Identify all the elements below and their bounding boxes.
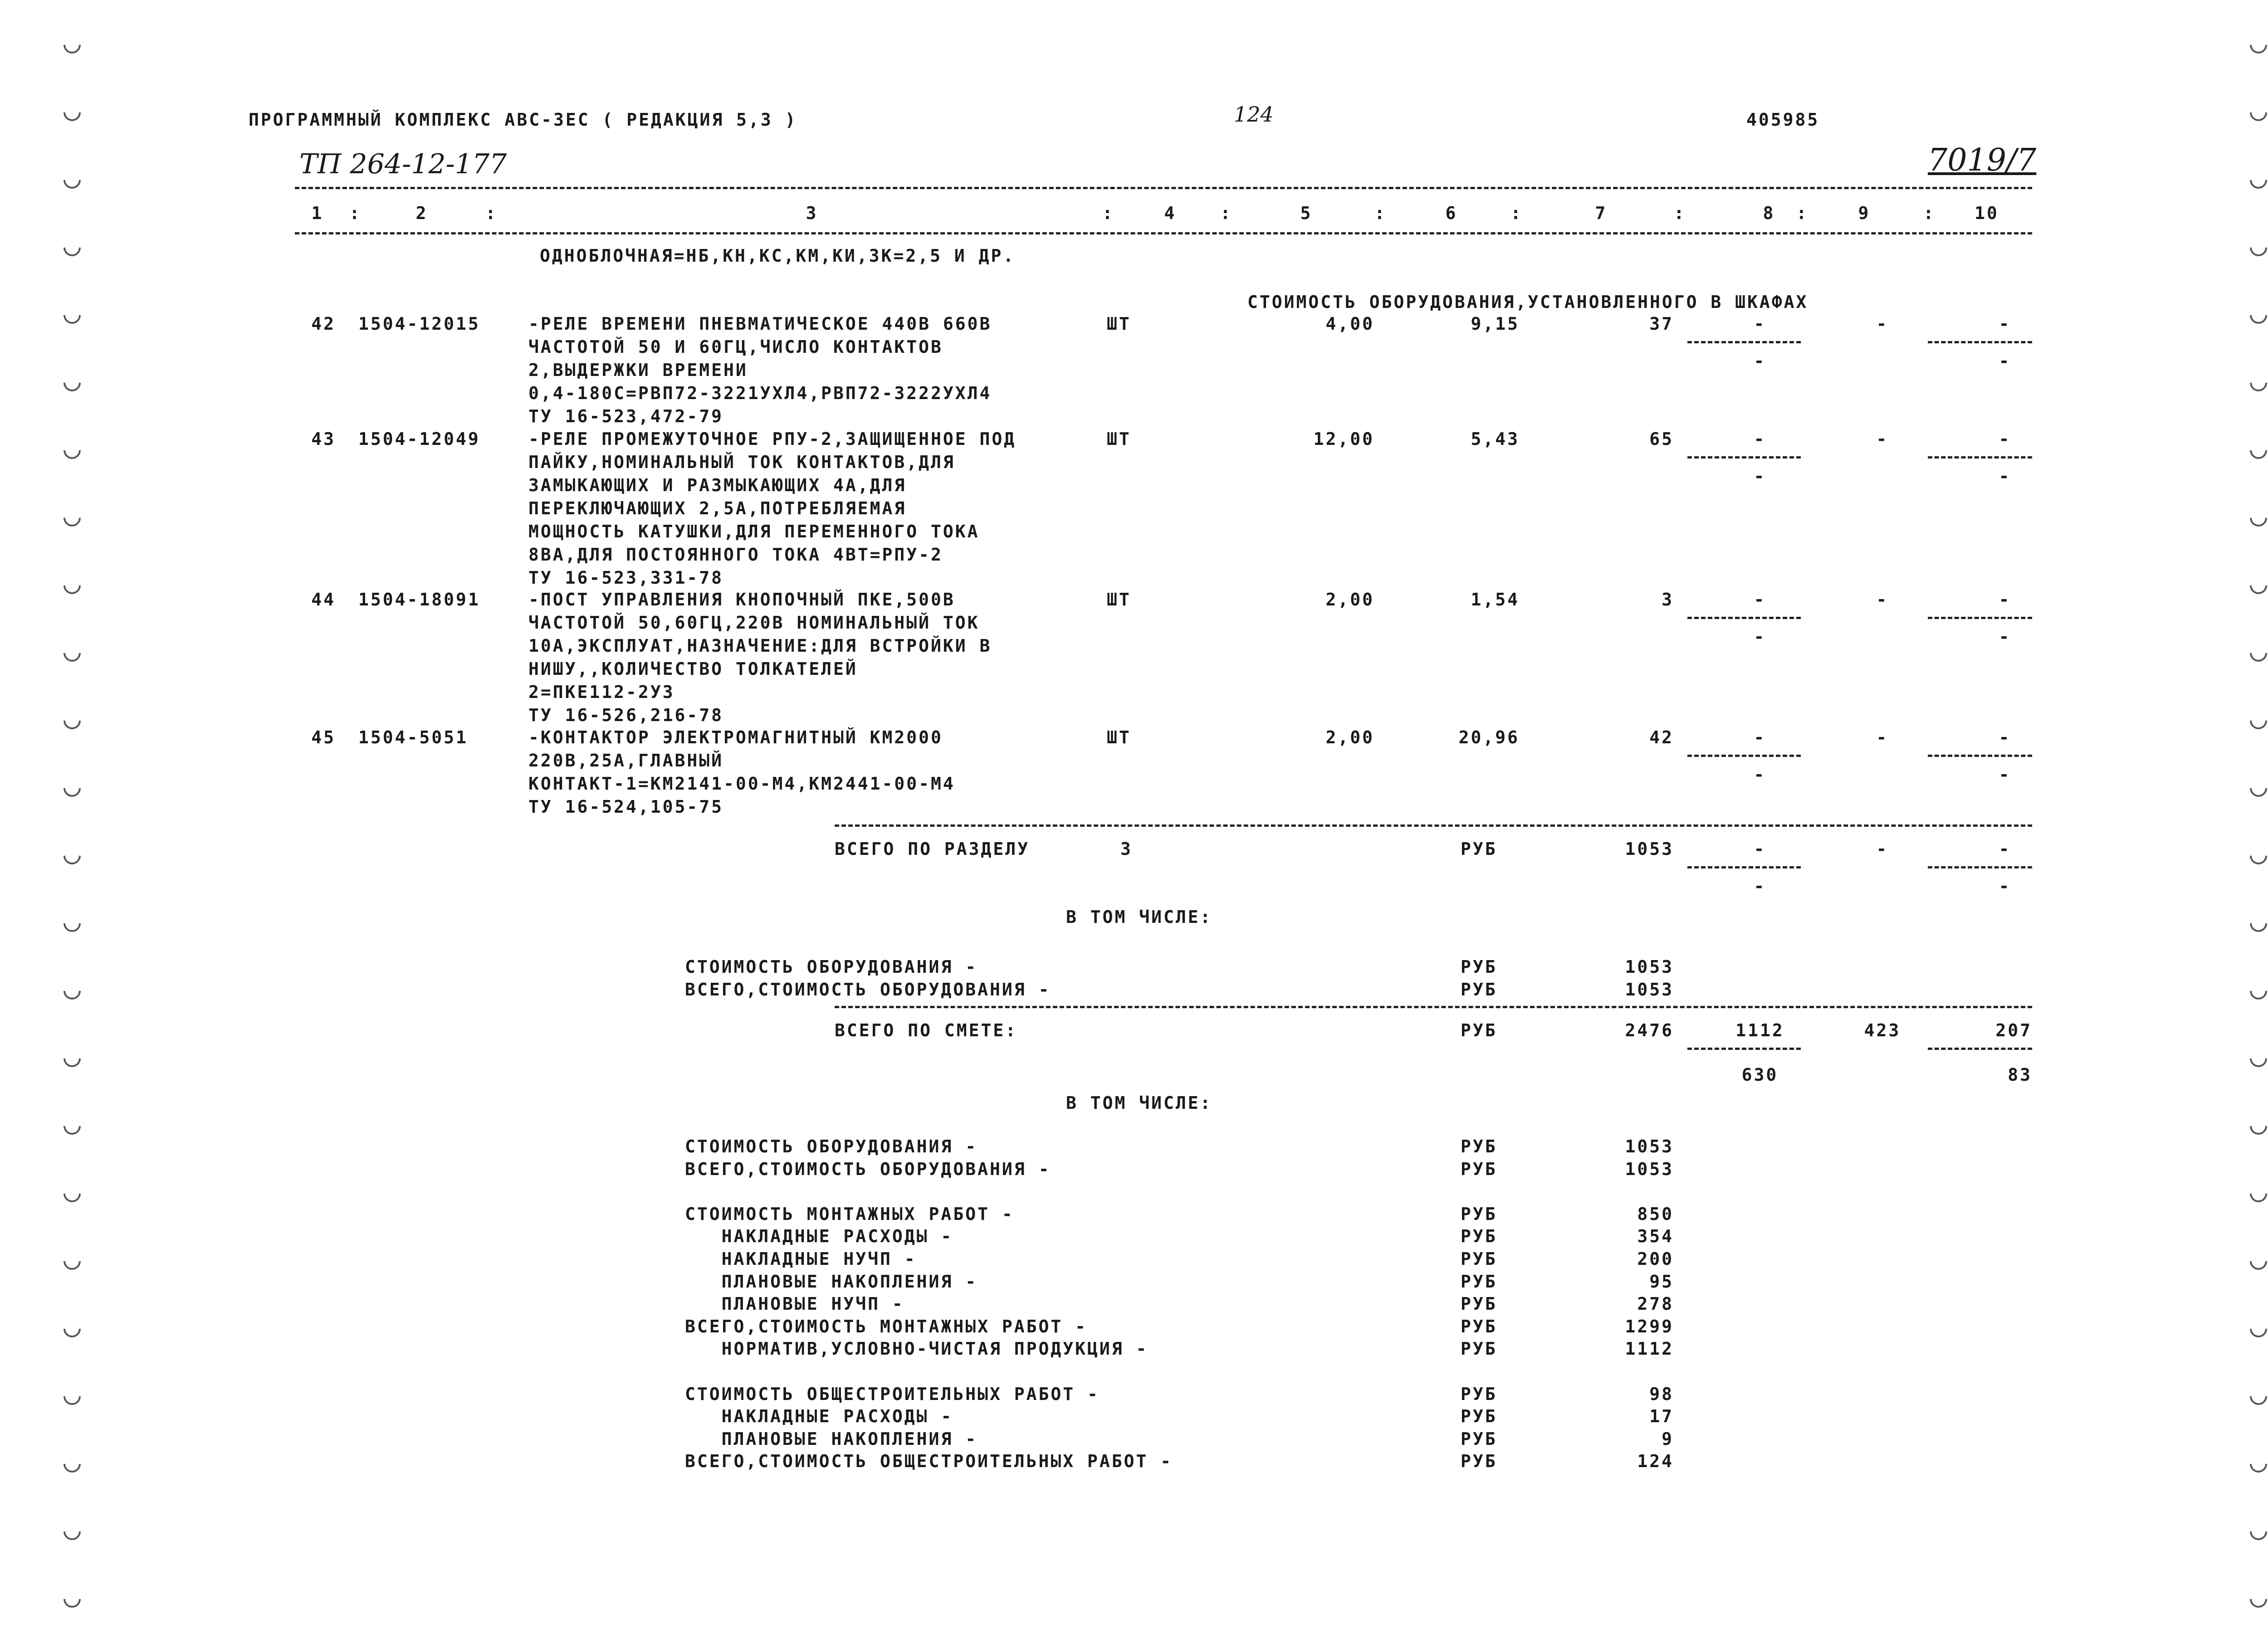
breakdown-value: 1053: [1625, 980, 1674, 1000]
row-quantity: 12,00: [1313, 429, 1374, 449]
breakdown-value: 1112: [1625, 1339, 1674, 1359]
row-col8-rule: [1687, 755, 1801, 757]
perforation-hole: [2246, 371, 2268, 395]
estimate-total-unit: РУБ: [1461, 1020, 1497, 1040]
row-col10-lower: -: [1999, 627, 2011, 647]
row-quantity: 4,00: [1325, 314, 1374, 334]
row-description-line: -РЕЛЕ ПРОМЕЖУТОЧНОЕ РПУ-2,ЗАЩИЩЕННОЕ ПОД: [528, 429, 1017, 449]
row-number: 44: [311, 590, 336, 610]
column-number: 8: [1763, 203, 1775, 223]
estimate-total-label: ВСЕГО ПО СМЕТЕ:: [835, 1020, 1018, 1040]
row-col10: -: [1999, 429, 2011, 449]
row-number: 45: [311, 727, 336, 747]
row-code: 1504-18091: [358, 590, 480, 610]
row-description-line: 2=ПКЕ112-2УЗ: [528, 682, 675, 702]
perforation-hole: [60, 641, 84, 665]
breakdown-value: 1053: [1625, 1159, 1674, 1179]
perforation-hole: [60, 911, 84, 936]
row-unit-price: 1,54: [1471, 590, 1520, 610]
perforation-hole: [2246, 911, 2268, 936]
perforation-hole: [2246, 641, 2268, 665]
column-number: 10: [1975, 203, 1999, 223]
row-unit: ШТ: [1107, 727, 1131, 747]
breakdown-value: 124: [1637, 1451, 1674, 1472]
row-number: 43: [311, 429, 336, 449]
column-number: 7: [1595, 203, 1608, 223]
perforation-hole: [60, 100, 84, 125]
row-description-line: НИШУ,,КОЛИЧЕСТВО ТОЛКАТЕЛЕЙ: [528, 659, 858, 679]
perforation-hole: [2246, 1249, 2268, 1273]
breakdown-unit: РУБ: [1461, 980, 1497, 1000]
perforation-hole: [60, 33, 84, 57]
breakdown-unit: РУБ: [1461, 1226, 1497, 1247]
breakdown-value: 17: [1649, 1406, 1674, 1427]
breakdown-label: ВСЕГО,СТОИМОСТЬ ОБЩЕСТРОИТЕЛЬНЫХ РАБОТ -: [685, 1451, 1173, 1472]
breakdown-unit: РУБ: [1461, 1316, 1497, 1336]
perforation-hole: [60, 844, 84, 868]
row-col8-lower: -: [1754, 351, 1766, 371]
perforation-hole: [60, 573, 84, 598]
column-number: 4: [1164, 203, 1177, 223]
doc-reference: ТП 264-12-177: [299, 148, 507, 180]
row-description-line: 220В,25А,ГЛАВНЫЙ: [528, 751, 724, 771]
column-separator: :: [1674, 203, 1686, 223]
breakdown-unit: РУБ: [1461, 1249, 1497, 1269]
row-description-line: 2,ВЫДЕРЖКИ ВРЕМЕНИ: [528, 360, 748, 380]
column-number: 3: [806, 203, 818, 223]
breakdown-value: 1053: [1625, 1136, 1674, 1156]
row-description-line: ТУ 16-523,472-79: [528, 406, 724, 426]
breakdown-unit: РУБ: [1461, 1384, 1497, 1404]
breakdown-label: ПЛАНОВЫЕ НУЧП -: [685, 1294, 904, 1314]
row-description-line: ЗАМЫКАЮЩИХ И РАЗМЫКАЮЩИХ 4А,ДЛЯ: [528, 475, 907, 495]
perforation-hole: [2246, 844, 2268, 868]
section-total-col10: -: [1999, 839, 2011, 859]
perforation-hole: [60, 776, 84, 800]
row-col8-lower: -: [1754, 466, 1766, 486]
breakdown-value: 200: [1637, 1249, 1674, 1269]
breakdown-label: ПЛАНОВЫЕ НАКОПЛЕНИЯ -: [685, 1429, 978, 1449]
perforation-hole: [60, 1114, 84, 1138]
row-col8: -: [1754, 429, 1766, 449]
column-separator: :: [1220, 203, 1232, 223]
row-description-line: ПАЙКУ,НОМИНАЛЬНЫЙ ТОК КОНТАКТОВ,ДЛЯ: [528, 452, 955, 472]
estimate-total-col10-rule: [1928, 1048, 2032, 1050]
breakdown-label: НОРМАТИВ,УСЛОВНО-ЧИСТАЯ ПРОДУКЦИЯ -: [685, 1339, 1149, 1359]
perforation-hole: [2246, 100, 2268, 125]
breakdown-value: 95: [1649, 1271, 1674, 1292]
row-description-line: -КОНТАКТОР ЭЛЕКТРОМАГНИТНЫЙ КМ2000: [528, 727, 943, 747]
row-description-line: КОНТАКТ-1=КМ2141-00-М4,КМ2441-00-М4: [528, 774, 955, 794]
row-description-line: ТУ 16-524,105-75: [528, 797, 724, 817]
perforation-hole: [2246, 1114, 2268, 1138]
section-note: СТОИМОСТЬ ОБОРУДОВАНИЯ,УСТАНОВЛЕННОГО В ШКАФАХ: [1247, 292, 1809, 312]
program-title: ПРОГРАММНЫЙ КОМПЛЕКС АВС-3ЕС ( РЕДАКЦИЯ 5,3 ): [249, 110, 797, 130]
perforation-hole: [2246, 708, 2268, 733]
breakdown-unit: РУБ: [1461, 957, 1497, 977]
perforation-hole: [2246, 573, 2268, 598]
column-separator: :: [1923, 203, 1936, 223]
including-label-2: В ТОМ ЧИСЛЕ:: [1066, 1093, 1212, 1113]
row-total: 37: [1649, 314, 1674, 334]
column-number: 5: [1300, 203, 1313, 223]
perforation-hole: [60, 438, 84, 463]
column-separator: :: [485, 203, 498, 223]
estimate-total-col10: 207: [1995, 1020, 2032, 1040]
breakdown-unit: РУБ: [1461, 1339, 1497, 1359]
row-code: 1504-5051: [358, 727, 468, 747]
breakdown-label: ВСЕГО,СТОИМОСТЬ ОБОРУДОВАНИЯ -: [685, 1159, 1051, 1179]
breakdown-unit: РУБ: [1461, 1136, 1497, 1156]
including-label-1: В ТОМ ЧИСЛЕ:: [1066, 907, 1212, 927]
breakdown-unit: РУБ: [1461, 1204, 1497, 1224]
perforation-hole: [2246, 1181, 2268, 1206]
perforation-hole: [2246, 1046, 2268, 1071]
breakdown-label: СТОИМОСТЬ ОБЩЕСТРОИТЕЛЬНЫХ РАБОТ -: [685, 1384, 1100, 1404]
section-total-col4: 3: [1120, 839, 1133, 859]
row-unit: ШТ: [1107, 314, 1131, 334]
breakdown-value: 278: [1637, 1294, 1674, 1314]
page-number: 124: [1234, 102, 1274, 127]
perforation-hole: [2246, 776, 2268, 800]
perforation-hole: [60, 708, 84, 733]
estimate-total-col9: 423: [1864, 1020, 1901, 1040]
row-description-line: 0,4-180С=РВП72-3221УХЛ4,РВП72-3222УХЛ4: [528, 383, 992, 403]
row-description-line: ЧАСТОТОЙ 50 И 60ГЦ,ЧИСЛО КОНТАКТОВ: [528, 337, 943, 357]
breakdown-unit: РУБ: [1461, 1159, 1497, 1179]
perforation-hole: [2246, 1384, 2268, 1409]
document-code: 405985: [1746, 110, 1820, 130]
row-col9: -: [1876, 314, 1889, 334]
row-col10-rule: [1928, 755, 2032, 757]
perforation-hole: [60, 1249, 84, 1273]
breakdown-unit: РУБ: [1461, 1271, 1497, 1292]
perforation-hole: [60, 1317, 84, 1341]
row-quantity: 2,00: [1325, 590, 1374, 610]
row-description-line: -РЕЛЕ ВРЕМЕНИ ПНЕВМАТИЧЕСКОЕ 440В 660В: [528, 314, 992, 334]
section-total-col8-lower: -: [1754, 876, 1766, 896]
section-total-col10-rule: [1928, 866, 2032, 868]
row-col10: -: [1999, 314, 2011, 334]
perforation-hole: [2246, 1452, 2268, 1476]
breakdown-label: НАКЛАДНЫЕ РАСХОДЫ -: [685, 1226, 953, 1247]
breakdown-value: 1053: [1625, 957, 1674, 977]
column-number: 6: [1445, 203, 1458, 223]
row-description-line: 8ВА,ДЛЯ ПОСТОЯННОГО ТОКА 4ВТ=РПУ-2: [528, 545, 943, 565]
row-description-line: -ПОСТ УПРАВЛЕНИЯ КНОПОЧНЫЙ ПКЕ,500В: [528, 590, 955, 610]
row-code: 1504-12049: [358, 429, 480, 449]
perforation-hole: [2246, 235, 2268, 260]
breakdown-value: 850: [1637, 1204, 1674, 1224]
breakdown-value: 1299: [1625, 1316, 1674, 1336]
breakdown-value: 354: [1637, 1226, 1674, 1247]
perforation-hole: [60, 168, 84, 192]
section-total-col8-rule: [1687, 866, 1801, 868]
perforation-hole: [2246, 438, 2268, 463]
row-description-line: 10А,ЭКСПЛУАТ,НАЗНАЧЕНИЕ:ДЛЯ ВСТРОЙКИ В: [528, 636, 992, 656]
perforation-hole: [2246, 506, 2268, 530]
estimate-total-col10-lower: 83: [2008, 1065, 2032, 1085]
row-col9: -: [1876, 590, 1889, 610]
row-unit: ШТ: [1107, 590, 1131, 610]
perforation-hole: [60, 303, 84, 327]
breakdown-label: ПЛАНОВЫЕ НАКОПЛЕНИЯ -: [685, 1271, 978, 1292]
row-col8-rule: [1687, 617, 1801, 619]
section-total-value: 1053: [1625, 839, 1674, 859]
estimate-total-value: 2476: [1625, 1020, 1674, 1040]
breakdown-unit: РУБ: [1461, 1294, 1497, 1314]
perforation-hole: [60, 371, 84, 395]
perforation-hole: [2246, 1519, 2268, 1544]
column-separator: :: [1510, 203, 1523, 223]
row-col9: -: [1876, 429, 1889, 449]
estimate-total-col8-lower: 630: [1741, 1065, 1779, 1085]
row-col10-rule: [1928, 617, 2032, 619]
row-unit-price: 20,96: [1458, 727, 1520, 747]
row-col8: -: [1754, 314, 1766, 334]
estimate-total-col8-rule: [1687, 1048, 1801, 1050]
row-code: 1504-12015: [358, 314, 480, 334]
column-separator: :: [1102, 203, 1114, 223]
section-total-unit: РУБ: [1461, 839, 1497, 859]
row-col10: -: [1999, 590, 2011, 610]
perforation-hole: [2246, 168, 2268, 192]
row-number: 42: [311, 314, 336, 334]
perforation-hole: [60, 1452, 84, 1476]
breakdown-unit: РУБ: [1461, 1429, 1497, 1449]
row-description-line: ТУ 16-523,331-78: [528, 568, 724, 588]
row-col10: -: [1999, 727, 2011, 747]
perforation-hole: [60, 1384, 84, 1409]
perforation-hole: [60, 1519, 84, 1544]
column-number: 2: [415, 203, 428, 223]
breakdown-label: ВСЕГО,СТОИМОСТЬ МОНТАЖНЫХ РАБОТ -: [685, 1316, 1087, 1336]
column-number: 9: [1858, 203, 1871, 223]
row-col9: -: [1876, 727, 1889, 747]
row-quantity: 2,00: [1325, 727, 1374, 747]
header-bottom-rule: [295, 232, 2032, 234]
perforation-hole: [2246, 303, 2268, 327]
row-total: 3: [1662, 590, 1674, 610]
column-separator: :: [1796, 203, 1809, 223]
estimate-total-rule: [835, 1006, 2032, 1008]
row-col8: -: [1754, 590, 1766, 610]
perforation-hole: [2246, 33, 2268, 57]
perforation-hole: [2246, 1317, 2268, 1341]
row-col8-rule: [1687, 456, 1801, 458]
section-total-col10-lower: -: [1999, 876, 2011, 896]
perforation-hole: [60, 1046, 84, 1071]
column-separator: :: [349, 203, 362, 223]
section-total-label: ВСЕГО ПО РАЗДЕЛУ: [835, 839, 1030, 859]
row-unit-price: 9,15: [1471, 314, 1520, 334]
header-top-rule: [295, 187, 2032, 189]
row-col10-lower: -: [1999, 765, 2011, 785]
column-separator: :: [1374, 203, 1387, 223]
breakdown-label: СТОИМОСТЬ ОБОРУДОВАНИЯ -: [685, 957, 978, 977]
section-total-col9: -: [1876, 839, 1889, 859]
perforation-hole: [60, 1181, 84, 1206]
section-total-rule: [835, 824, 2032, 827]
continuation-text: ОДНОБЛОЧНАЯ=НБ,КН,КС,КМ,КИ,ЗК=2,5 И ДР.: [540, 246, 1016, 266]
perforation-hole: [60, 235, 84, 260]
breakdown-label: НАКЛАДНЫЕ РАСХОДЫ -: [685, 1406, 953, 1427]
breakdown-value: 98: [1649, 1384, 1674, 1404]
perforation-hole: [60, 979, 84, 1003]
row-col8: -: [1754, 727, 1766, 747]
perforation-hole: [60, 506, 84, 530]
row-description-line: ТУ 16-526,216-78: [528, 705, 724, 725]
row-total: 65: [1649, 429, 1674, 449]
row-col10-lower: -: [1999, 466, 2011, 486]
perforation-hole: [2246, 979, 2268, 1003]
breakdown-unit: РУБ: [1461, 1451, 1497, 1472]
section-total-col8: -: [1754, 839, 1766, 859]
row-unit-price: 5,43: [1471, 429, 1520, 449]
breakdown-unit: РУБ: [1461, 1406, 1497, 1427]
sheet-number: 7019/7: [1928, 142, 2037, 178]
breakdown-label: СТОИМОСТЬ МОНТАЖНЫХ РАБОТ -: [685, 1204, 1014, 1224]
row-unit: ШТ: [1107, 429, 1131, 449]
breakdown-label: ВСЕГО,СТОИМОСТЬ ОБОРУДОВАНИЯ -: [685, 980, 1051, 1000]
row-col8-lower: -: [1754, 765, 1766, 785]
row-col8-lower: -: [1754, 627, 1766, 647]
perforation-hole: [2246, 1587, 2268, 1611]
breakdown-label: СТОИМОСТЬ ОБОРУДОВАНИЯ -: [685, 1136, 978, 1156]
row-description-line: МОЩНОСТЬ КАТУШКИ,ДЛЯ ПЕРЕМЕННОГО ТОКА: [528, 522, 980, 541]
row-col8-rule: [1687, 341, 1801, 343]
row-description-line: ЧАСТОТОЙ 50,60ГЦ,220В НОМИНАЛЬНЫЙ ТОК: [528, 613, 980, 633]
row-total: 42: [1649, 727, 1674, 747]
row-col10-lower: -: [1999, 351, 2011, 371]
breakdown-label: НАКЛАДНЫЕ НУЧП -: [685, 1249, 917, 1269]
perforation-hole: [60, 1587, 84, 1611]
column-number: 1: [311, 203, 324, 223]
breakdown-value: 9: [1662, 1429, 1674, 1449]
row-col10-rule: [1928, 341, 2032, 343]
row-col10-rule: [1928, 456, 2032, 458]
estimate-total-col8: 1112: [1735, 1020, 1784, 1040]
row-description-line: ПЕРЕКЛЮЧАЮЩИХ 2,5А,ПОТРЕБЛЯЕМАЯ: [528, 498, 907, 518]
